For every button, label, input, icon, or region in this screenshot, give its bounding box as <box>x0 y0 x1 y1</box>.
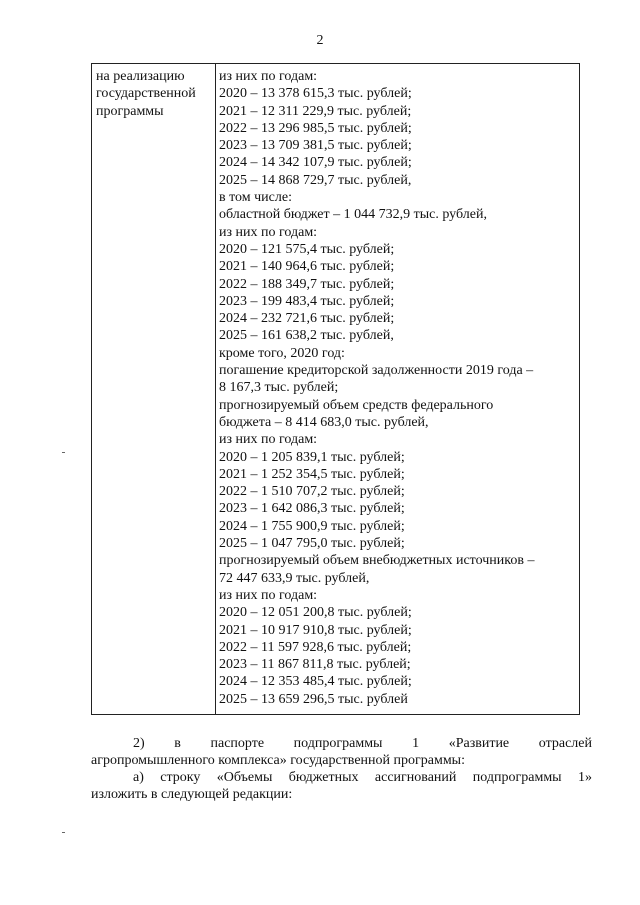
table-value-line: кроме того, 2020 год: <box>219 345 345 361</box>
table-value-line: в том числе: <box>219 190 292 206</box>
table-value-line: 2025 – 13 659 296,5 тыс. рублей <box>219 691 408 707</box>
table-value-line: 2022 – 1 510 707,2 тыс. рублей; <box>219 484 405 500</box>
paragraph-line: агропромышленного комплекса» государственной программы: <box>91 753 465 768</box>
table-value-line: 8 167,3 тыс. рублей; <box>219 380 339 396</box>
table-value-line: областной бюджет – 1 044 732,9 тыс. рублей, <box>219 207 487 223</box>
table-label-line: программы <box>96 103 164 119</box>
table-value-line: 2023 – 1 642 086,3 тыс. рублей; <box>219 501 405 517</box>
table-value-line: 2020 – 1 205 839,1 тыс. рублей; <box>219 449 405 465</box>
table-column-divider <box>215 64 216 714</box>
table-value-line: 2024 – 12 353 485,4 тыс. рублей; <box>219 674 412 690</box>
table-value-line: 2021 – 12 311 229,9 тыс. рублей; <box>219 103 412 119</box>
table-value-line: 2025 – 14 868 729,7 тыс. рублей, <box>219 172 412 188</box>
table-value-line: прогнозируемый объем внебюджетных источников – <box>219 553 535 569</box>
paragraph-amendment-2 <box>91 735 592 769</box>
table-value-line: из них по годам: <box>219 224 318 240</box>
table-value-line: 2020 – 12 051 200,8 тыс. рублей; <box>219 605 412 621</box>
table-value-line: 2020 – 121 575,4 тыс. рублей; <box>219 241 395 257</box>
table-value-line: 2023 – 199 483,4 тыс. рублей; <box>219 293 395 309</box>
table-value-line: бюджета – 8 414 683,0 тыс. рублей, <box>219 414 429 430</box>
table-value-line: погашение кредиторской задолженности 2019 года – <box>219 363 534 379</box>
table-value-line: 2025 – 1 047 795,0 тыс. рублей; <box>219 536 405 552</box>
scan-mark <box>62 452 65 453</box>
paragraph-line: 2) в паспорте подпрограммы 1 «Развитие отраслей <box>133 736 592 751</box>
table-value-line: из них по годам: <box>219 432 318 448</box>
table-value-line: 2025 – 161 638,2 тыс. рублей, <box>219 328 394 344</box>
table-value-line: 2022 – 11 597 928,6 тыс. рублей; <box>219 639 412 655</box>
table-value-line: 2022 – 188 349,7 тыс. рублей; <box>219 276 395 292</box>
table-value-line: 2024 – 1 755 900,9 тыс. рублей; <box>219 518 405 534</box>
program-funding-table <box>91 63 580 715</box>
table-value-line: прогнозируемый объем средств федерального <box>219 397 494 413</box>
table-label-cell <box>96 68 212 120</box>
table-value-line: 2020 – 13 378 615,3 тыс. рублей; <box>219 86 412 102</box>
table-value-line: 2023 – 11 867 811,8 тыс. рублей; <box>219 657 411 673</box>
table-label-line: на реализацию <box>96 69 185 84</box>
table-value-line: 2024 – 14 342 107,9 тыс. рублей; <box>219 155 412 171</box>
table-value-line: 2021 – 1 252 354,5 тыс. рублей; <box>219 466 405 482</box>
page-number: 2 <box>316 33 324 48</box>
table-value-line: 72 447 633,9 тыс. рублей, <box>219 570 370 586</box>
paragraph-amendment-2a <box>91 769 592 803</box>
paragraph-line: а) строку «Объемы бюджетных ассигнований подпрограммы 1» <box>133 770 592 785</box>
table-value-line: 2022 – 13 296 985,5 тыс. рублей; <box>219 120 412 136</box>
table-value-line: 2021 – 140 964,6 тыс. рублей; <box>219 259 395 275</box>
table-value-line: из них по годам: <box>219 587 318 603</box>
table-value-line: 2021 – 10 917 910,8 тыс. рублей; <box>219 622 412 638</box>
paragraph-line: изложить в следующей редакции: <box>91 787 293 802</box>
table-label-line: государственной <box>96 86 196 102</box>
table-value-cell <box>219 68 575 708</box>
scan-mark <box>62 832 65 833</box>
table-value-line: 2024 – 232 721,6 тыс. рублей; <box>219 311 395 327</box>
table-value-line: 2023 – 13 709 381,5 тыс. рублей; <box>219 138 412 154</box>
table-value-line: из них по годам: <box>219 69 318 84</box>
